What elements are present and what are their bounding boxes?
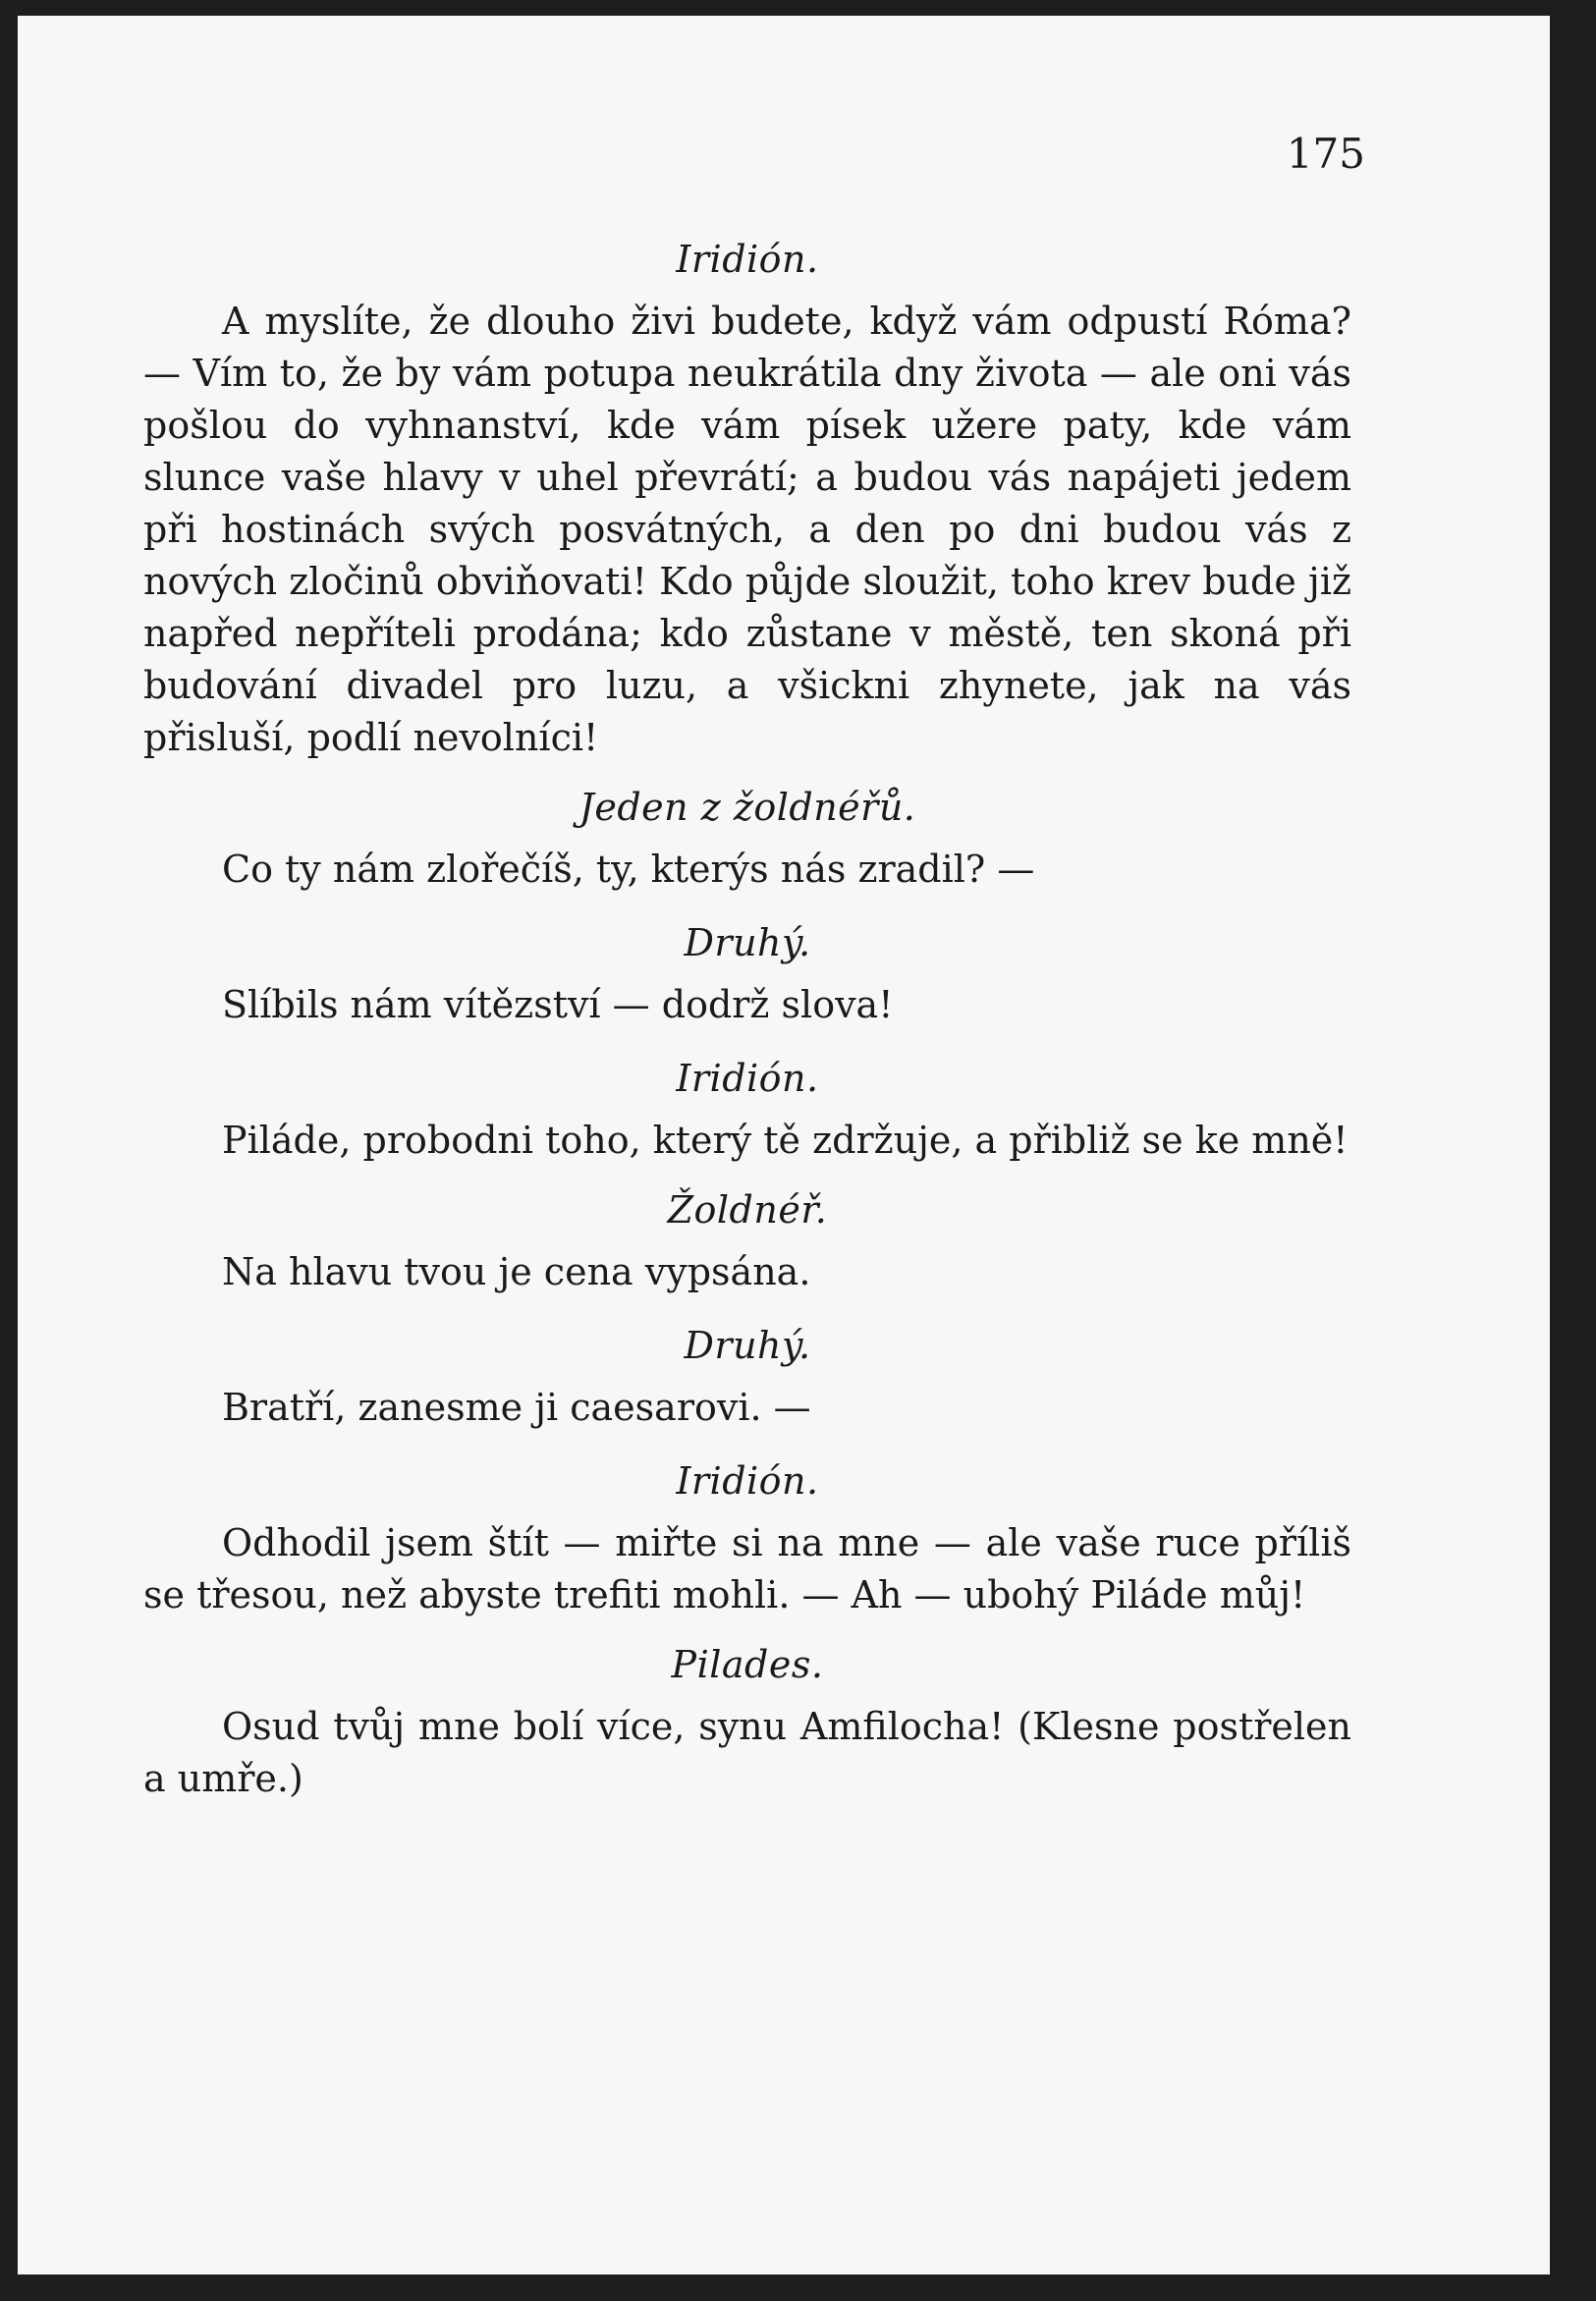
speech-paragraph: Na hlavu tvou je cena vypsána. (222, 1250, 811, 1293)
speech-paragraph: Osud tvůj mne bolí více, synu Amfilocha! (Klesne postřelen a umře.) (143, 1705, 1351, 1800)
speaker-name: Druhý. (684, 1324, 811, 1367)
book-page (18, 16, 1550, 2274)
speaker-name: Žoldnéř. (667, 1188, 828, 1232)
speaker-name: Iridión. (676, 1057, 819, 1100)
speaker-name: Iridión. (676, 238, 819, 281)
speech-paragraph: Bratří, zanesme ji caesarovi. — (222, 1386, 811, 1429)
speaker-name: Druhý. (684, 921, 811, 964)
speech-paragraph: Piláde, probodni toho, který tě zdržuje, a přibliž se ke mně! (222, 1119, 1348, 1162)
speaker-name: Jeden z žoldnéřů. (578, 786, 916, 829)
speech-paragraph: A myslíte, že dlouho živi budete, když vám odpustí Róma? — Vím to, že by vám potupa neukrátila dny života — ale oni vás pošlou do vyhnanství, kde vám písek užere paty, kde vám slunce vaše hlavy v uhel převrátí; a budou vás napájeti jedem při hostinách svých posvátných, a den po dni budou vás z nových zločinů obviňovati! Kdo půjde sloužit, toho krev bude již napřed nepříteli prodána; kdo zůstane v městě, ten skoná při budování divadel pro luzu, a všickni zhynete, jak na vás přisluší, podlí nevolníci! (143, 300, 1351, 759)
speaker-name: Pilades. (671, 1643, 824, 1686)
speech-paragraph: Co ty nám zlořečíš, ty, kterýs nás zradil? — (222, 848, 1035, 891)
speech-paragraph: Odhodil jsem štít — miřte si na mne — ale vaše ruce příliš se třesou, než abyste trefiti mohli. — Ah — ubohý Piláde můj! (143, 1521, 1351, 1616)
speaker-name: Iridión. (676, 1459, 819, 1503)
speech-paragraph: Slíbils nám vítězství — dodrž slova! (222, 983, 894, 1026)
dialogue-text (143, 234, 1351, 1823)
page-number: 175 (1286, 130, 1365, 178)
